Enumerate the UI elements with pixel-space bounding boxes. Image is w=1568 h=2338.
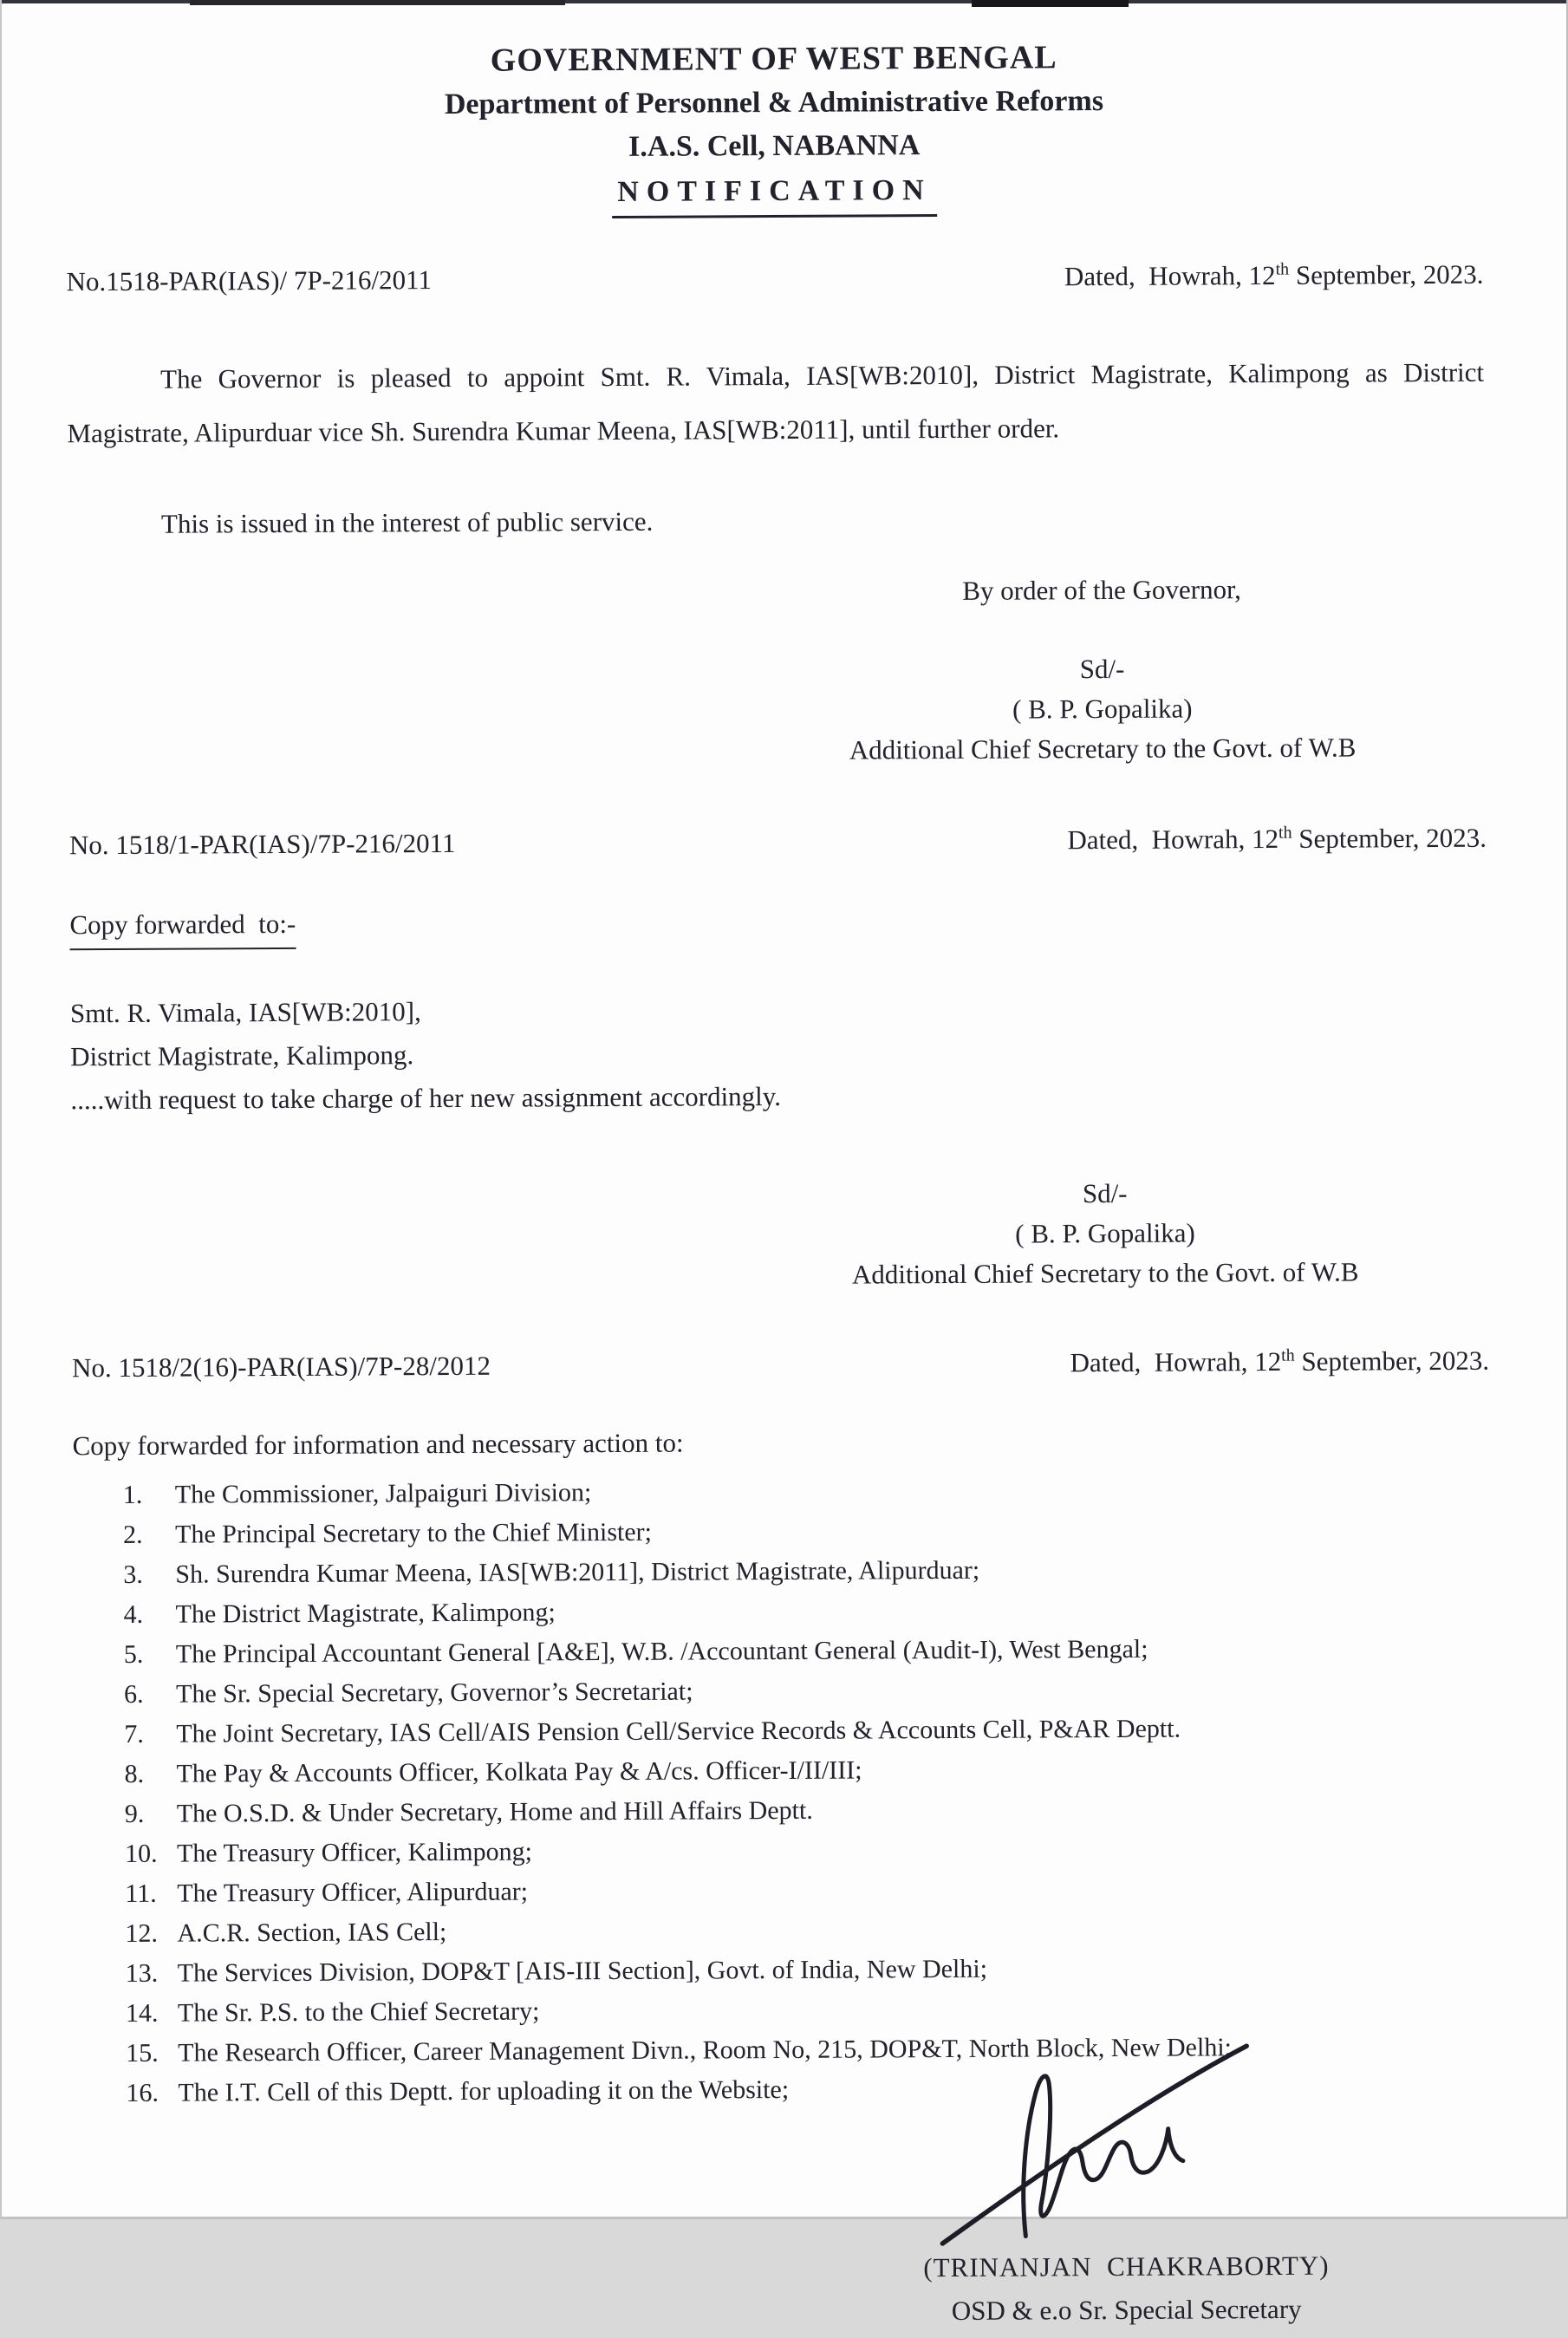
signatory-designation: Additional Chief Secretary to the Govt. of W.B	[851, 1256, 1359, 1290]
date-post: September, 2023.	[1294, 1345, 1490, 1377]
final-signature-block	[923, 2244, 1330, 2333]
signoff-block-1	[849, 569, 1357, 771]
distribution-list	[73, 1469, 1493, 2114]
by-order-line: By order of the Governor,	[962, 574, 1241, 606]
sd-line: Sd/-	[1079, 654, 1125, 685]
copy-forwarded-heading-2: Copy forwarded for information and necessary action to:	[72, 1427, 684, 1462]
addressee-name: Smt. R. Vimala, IAS[WB:2010],	[69, 996, 421, 1029]
scan-artifact	[972, 0, 1129, 7]
distribution-item: The Principal Accountant General [A&E], W.B. /Accountant General (Audit-I), West Bengal;	[175, 1635, 1148, 1669]
distribution-item: The Sr. P.S. to the Chief Secretary;	[177, 1996, 540, 2028]
distribution-item: The I.T. Cell of this Deptt. for uploading it on the Website;	[178, 2075, 790, 2107]
date-line-3	[1070, 1340, 1489, 1384]
reference-row-2	[69, 817, 1487, 867]
distribution-item: A.C.R. Section, IAS Cell;	[177, 1918, 447, 1948]
sd-line: Sd/-	[1082, 1178, 1128, 1209]
final-signatory-title: OSD & e.o Sr. Special Secretary	[951, 2294, 1302, 2327]
reference-row-1	[66, 254, 1483, 303]
scan-artifact	[190, 0, 565, 5]
date-post: September, 2023.	[1291, 822, 1487, 855]
distribution-item: The District Magistrate, Kalimpong;	[175, 1598, 556, 1629]
date-post: September, 2023.	[1289, 258, 1484, 290]
distribution-item: The Pay & Accounts Officer, Kolkata Pay & A/cs. Officer-I/II/III;	[176, 1755, 862, 1788]
date-line-1	[1064, 254, 1484, 298]
distribution-item: The Research Officer, Career Management Divn., Room No, 215, DOP&T, North Block, New Delhi;	[178, 2033, 1233, 2068]
addressee-designation: District Magistrate, Kalimpong.	[70, 1039, 414, 1072]
distribution-item: The O.S.D. & Under Secretary, Home and Hill Affairs Deptt.	[176, 1796, 813, 1828]
signatory-name: ( B. P. Gopalika)	[1015, 1217, 1195, 1249]
distribution-item: The Treasury Officer, Alipurduar;	[177, 1877, 529, 1908]
distribution-item: The Commissioner, Jalpaiguri Division;	[174, 1478, 592, 1509]
date-ordinal: th	[1275, 259, 1290, 279]
appointment-paragraph: The Governor is pleased to appoint Smt. R. Vimala, IAS[WB:2010], District Magistrate, Kalimpong as District Magistrate, Alipurduar vice Sh. Surendra Kumar Meena, IAS[WB:2011], until further order.	[67, 356, 1485, 449]
document-content	[65, 33, 1494, 2338]
addressee-request-line: .....with request to take charge of her new assignment accordingly.	[70, 1081, 782, 1116]
signatory-designation: Additional Chief Secretary to the Govt. of W.B	[849, 732, 1357, 765]
distribution-item: Sh. Surendra Kumar Meena, IAS[WB:2011], District Magistrate, Alipurduar;	[175, 1556, 980, 1589]
notification-number-3: No. 1518/2(16)-PAR(IAS)/7P-28/2012	[72, 1350, 491, 1384]
copy-forwarded-heading-1: Copy forwarded to:-	[69, 903, 296, 950]
addressee-block	[70, 985, 1488, 1123]
distribution-item: The Principal Secretary to the Chief Minister;	[175, 1518, 653, 1549]
distribution-item: The Joint Secretary, IAS Cell/AIS Pension Cell/Service Records & Accounts Cell, P&AR Deptt.	[176, 1714, 1181, 1749]
date-pre: Dated, Howrah, 12	[1067, 824, 1279, 856]
handwritten-signature-icon	[927, 2034, 1268, 2257]
distribution-item: The Services Division, DOP&T [AIS-III Section], Govt. of India, New Delhi;	[177, 1955, 988, 1988]
date-pre: Dated, Howrah, 12	[1064, 259, 1276, 292]
date-line-2	[1067, 817, 1487, 862]
public-service-paragraph: This is issued in the interest of public service.	[160, 505, 654, 539]
notification-number-1: No.1518-PAR(IAS)/ 7P-216/2011	[66, 264, 433, 297]
reference-row-3	[72, 1340, 1489, 1390]
government-title: GOVERNMENT OF WEST BENGAL	[490, 39, 1057, 79]
notification-number-2: No. 1518/1-PAR(IAS)/7P-216/2011	[68, 828, 456, 861]
final-signatory-name: (TRINANJAN CHAKRABORTY)	[923, 2250, 1330, 2283]
date-ordinal: th	[1278, 823, 1292, 843]
signatory-name: ( B. P. Gopalika)	[1012, 693, 1193, 725]
distribution-item: The Sr. Special Secretary, Governor’s Secretariat;	[175, 1677, 693, 1709]
date-pre: Dated, Howrah, 12	[1070, 1346, 1282, 1378]
notification-heading: NOTIFICATION	[612, 169, 937, 218]
document-header	[65, 33, 1483, 222]
department-title: Department of Personnel & Administrative Reforms	[444, 85, 1104, 121]
signoff-block-2	[851, 1173, 1358, 1295]
date-ordinal: th	[1281, 1345, 1295, 1365]
distribution-item: The Treasury Officer, Kalimpong;	[176, 1837, 532, 1868]
cell-title: I.A.S. Cell, NABANNA	[628, 129, 921, 163]
